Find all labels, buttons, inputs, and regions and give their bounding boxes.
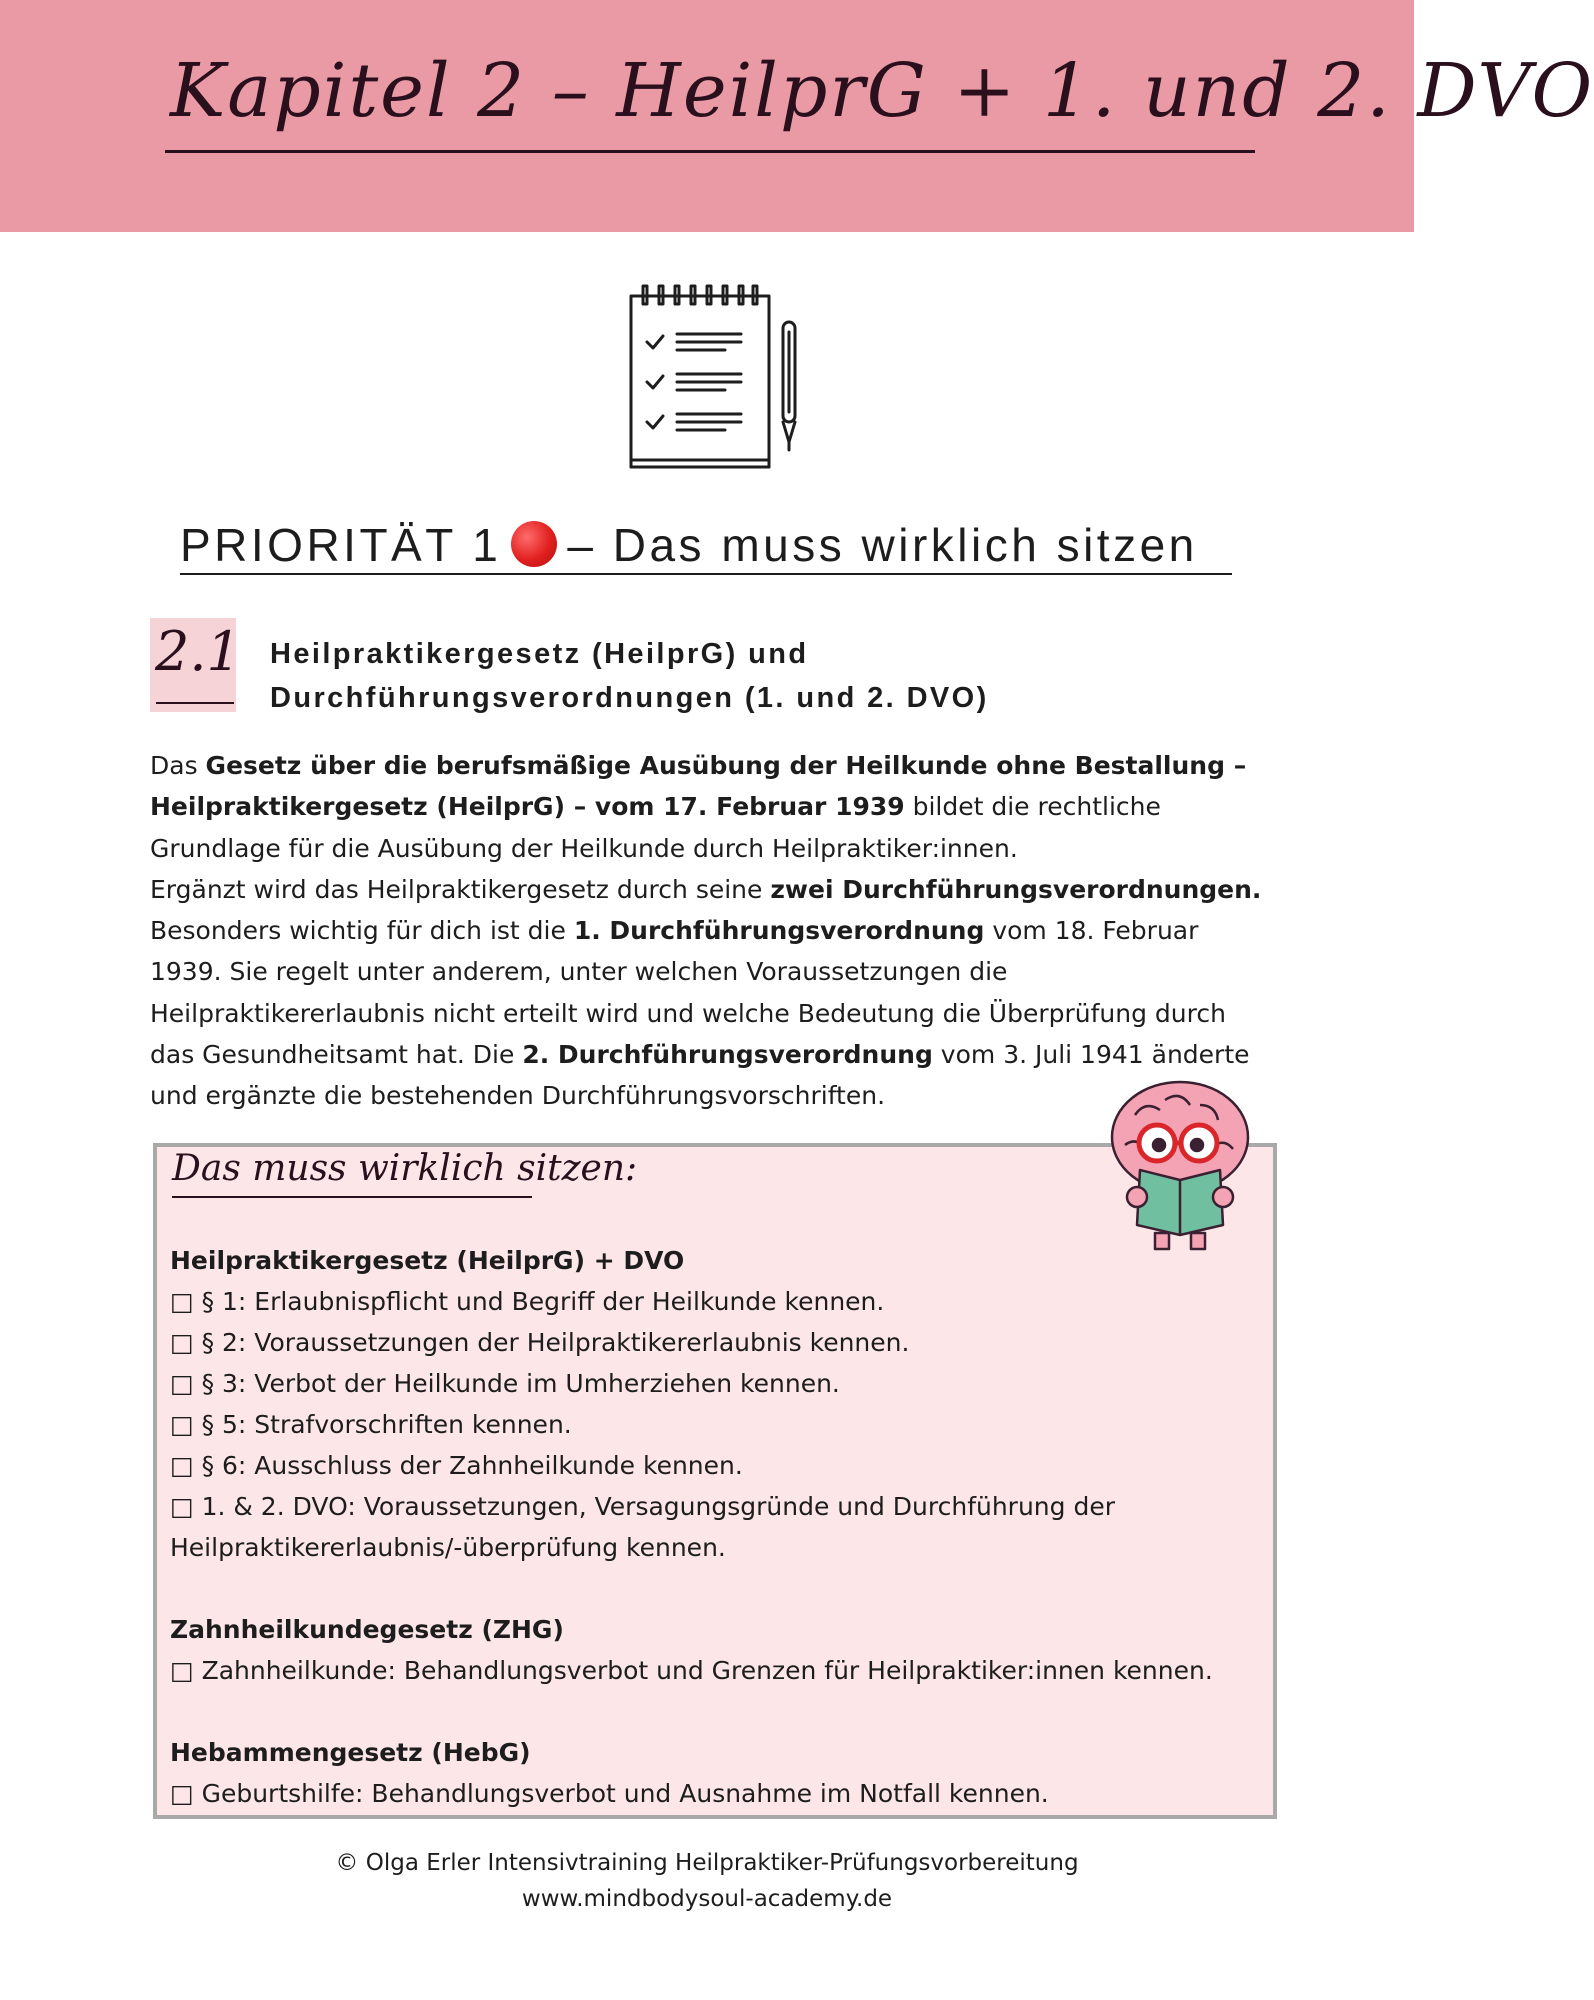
footer xyxy=(0,1845,1414,1917)
section-title xyxy=(270,632,1170,720)
spacer xyxy=(170,1568,1260,1609)
spacer xyxy=(170,1691,1260,1732)
section-number: 2.1 xyxy=(155,620,241,683)
priority-label: PRIORITÄT 1 xyxy=(180,519,502,571)
text-run: Ergänzt wird das Heilpraktikergesetz durch seine xyxy=(150,874,771,904)
footer-copyright: © Olga Erler Intensivtraining Heilpraktiker-Prüfungsvorbereitung xyxy=(335,1850,1079,1876)
bold-run: 1. Durchführungsverordnung xyxy=(573,916,985,946)
notepad-checklist-icon xyxy=(625,282,805,472)
intro-paragraph xyxy=(150,745,1270,1117)
priority-heading xyxy=(180,518,1240,572)
section-title-line2: Durchführungsverordnungen (1. und 2. DVO) xyxy=(270,682,989,714)
checklist-item: □ § 3: Verbot der Heilkunde im Umherziehen kennen. xyxy=(170,1369,840,1398)
priority-subtitle: – Das muss wirklich sitzen xyxy=(567,519,1198,571)
chapter-title: Kapitel 2 – HeilprG + 1. und 2. DVO xyxy=(170,48,1594,134)
text-run: vom 3. Juli 1941 änderte und ergänzte die bestehenden Durchführungsvorschriften. xyxy=(150,1040,1250,1111)
section-title-line1: Heilpraktikergesetz (HeilprG) und xyxy=(270,638,809,670)
chapter-title-underline xyxy=(165,150,1255,153)
checklist-content xyxy=(170,1240,1260,1814)
footer-website-link[interactable]: www.mindbodysoul-academy.de xyxy=(521,1886,893,1912)
intro-p1 xyxy=(150,745,1270,869)
checklist-item: □ 1. & 2. DVO: Voraussetzungen, Versagungsgründe und Durchführung der Heilpraktikererlaubnis/-überprüfung kennen. xyxy=(170,1492,1115,1562)
priority-underline xyxy=(180,573,1232,575)
text-run: bildet die rechtliche Grundlage für die Ausübung der Heilkunde durch Heilpraktiker:innen. xyxy=(150,792,1161,863)
intro-p2 xyxy=(150,869,1270,910)
text-run: Besonders wichtig für dich ist die xyxy=(150,916,574,946)
bold-run: zwei Durchführungsverordnungen. xyxy=(770,874,1262,904)
checklist-item: □ Geburtshilfe: Behandlungsverbot und Ausnahme im Notfall kennen. xyxy=(170,1779,1049,1808)
checklist-title-underline xyxy=(172,1196,532,1198)
reading-brain-icon xyxy=(1095,1075,1265,1255)
text-run: Das xyxy=(150,751,206,780)
section-number-underline xyxy=(156,702,234,704)
checklist-item: □ § 6: Ausschluss der Zahnheilkunde kennen. xyxy=(170,1451,743,1480)
checklist-item: □ § 2: Voraussetzungen der Heilpraktikererlaubnis kennen. xyxy=(170,1328,910,1357)
text-run: vom 18. Februar 1939. Sie regelt unter anderem, unter welchen Voraussetzungen die Heilpraktikererlaubnis nicht erteilt wird und welche Bedeutung die Überprüfung durch das Gesundheitsamt hat. Die xyxy=(150,916,1226,1070)
red-circle-icon xyxy=(511,521,557,567)
bold-run: Gesetz über die berufsmäßige Ausübung der Heilkunde ohne Bestallung – Heilpraktikergesetz (HeilprG) – vom 17. Februar 1939 xyxy=(150,751,1247,822)
bold-run: 2. Durchführungsverordnung xyxy=(522,1040,933,1070)
group-heading-hebg: Hebammengesetz (HebG) xyxy=(170,1738,531,1767)
checklist-item: □ § 1: Erlaubnispflicht und Begriff der Heilkunde kennen. xyxy=(170,1287,885,1316)
checklist-item: □ Zahnheilkunde: Behandlungsverbot und Grenzen für Heilpraktiker:innen kennen. xyxy=(170,1656,1213,1685)
checklist-item: □ § 5: Strafvorschriften kennen. xyxy=(170,1410,572,1439)
group-heading-heilprg: Heilpraktikergesetz (HeilprG) + DVO xyxy=(170,1246,685,1275)
checklist-title: Das muss wirklich sitzen: xyxy=(172,1148,638,1189)
group-heading-zhg: Zahnheilkundegesetz (ZHG) xyxy=(170,1615,564,1644)
